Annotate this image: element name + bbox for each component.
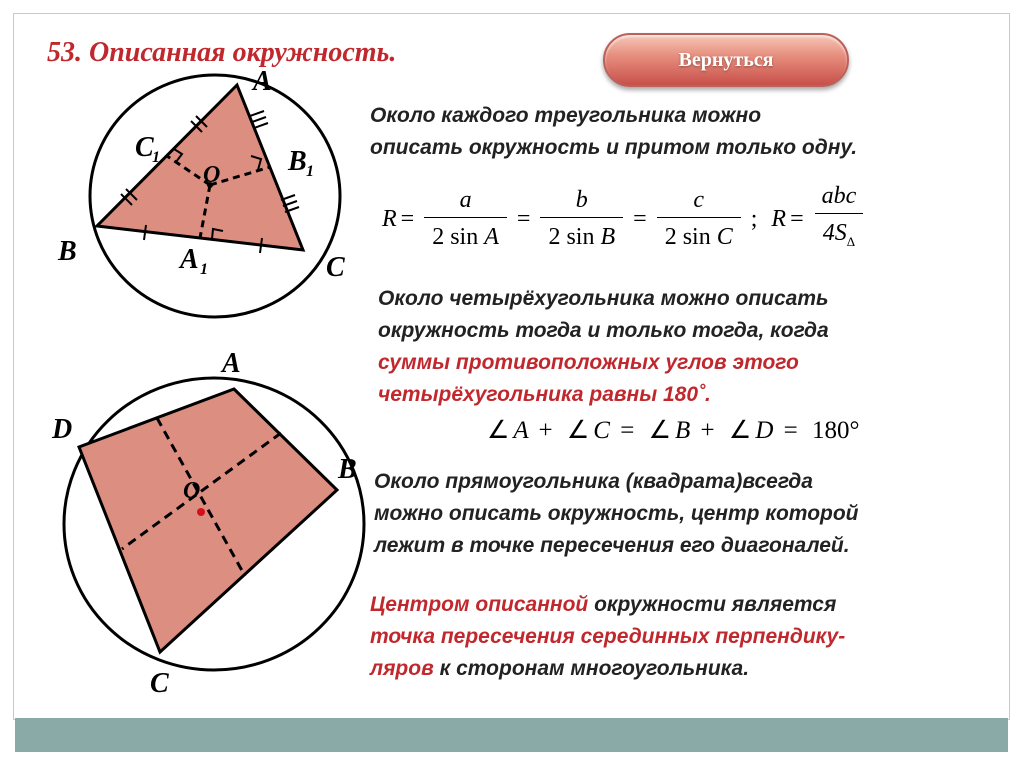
text2-line1: Около четырёхугольника можно описать: [378, 287, 829, 310]
text3-line2: можно описать окружность, центр которой: [374, 502, 859, 525]
formula-den-a: 2 sin A: [424, 217, 507, 253]
label-o-quad: O: [183, 478, 201, 504]
back-button[interactable]: Вернуться: [603, 33, 849, 87]
text4-line1-red: Центром описанной: [370, 593, 589, 616]
text3-line3: лежит в точке пересечения его диагоналей.: [374, 534, 850, 557]
radius-formula: [382, 178, 870, 260]
formula-num-b: b: [575, 187, 588, 213]
label-a1-sub: 1: [200, 261, 208, 278]
formula-den-b: 2 sin B: [540, 217, 623, 253]
label-b1-sub: 1: [306, 163, 314, 180]
label-a1: A: [180, 244, 199, 275]
text-block-4: [370, 589, 845, 685]
formula-eq1: =: [400, 205, 415, 232]
label-b1: B: [288, 146, 307, 177]
angle-equation: ∠ A + ∠ C = ∠ B + ∠ D = 180°: [487, 417, 860, 444]
text1-line1: Около каждого треугольника можно: [370, 104, 762, 127]
text2-line2: окружность тогда и только тогда, когда: [378, 319, 829, 342]
text4-line3-red: ляров: [370, 657, 434, 680]
text4-line3-rest: к сторонам многоугольника.: [433, 657, 750, 680]
formula-r2: R: [771, 205, 787, 232]
label-a-quad: A: [222, 348, 241, 379]
text-block-3: [374, 466, 859, 562]
label-c-triangle: C: [326, 252, 345, 283]
formula-num-c: c: [693, 187, 705, 213]
formula-frac-c: [657, 185, 741, 253]
formula-eq3: =: [633, 205, 647, 232]
text1-line2: описать окружность и притом только одну.: [370, 136, 858, 159]
text3-line1: Около прямоугольника (квадрата)всегда: [374, 470, 813, 493]
label-b-triangle: B: [58, 236, 77, 267]
formula-eq4: =: [790, 205, 804, 232]
label-c1: C: [135, 132, 154, 163]
formula-r1: R: [382, 205, 397, 232]
text2-line4: четырёхугольника равны 180˚.: [378, 383, 711, 406]
quadrilateral-figure: [51, 348, 364, 699]
label-a-triangle: A: [253, 66, 272, 97]
text4-line2-red: точка пересечения серединных перпендику-: [370, 625, 846, 648]
formula-frac-area: [814, 181, 865, 258]
formula-frac-b: [540, 185, 623, 253]
label-c1-sub: 1: [152, 149, 160, 166]
label-c-quad: C: [150, 668, 169, 699]
triangle-figure: [57, 66, 345, 317]
text-block-1: [370, 100, 857, 164]
label-o-triangle: O: [203, 162, 221, 188]
formula-num-a: a: [459, 187, 472, 213]
formula-den-area: $4S_\Delta$: [815, 213, 863, 258]
formula-den-c: 2 sin C: [657, 217, 741, 253]
text4-line1-rest: окружности является: [588, 593, 837, 616]
quadrilateral-abcd: [79, 389, 337, 652]
label-d-quad: D: [52, 414, 73, 445]
text2-line3: суммы противоположных углов этого: [378, 351, 799, 374]
formula-separator: ;: [750, 205, 758, 232]
label-b-quad: B: [338, 454, 357, 485]
page-title: 53. Описанная окружность.: [47, 37, 397, 68]
formula-frac-a: [424, 185, 507, 253]
formula-eq2: =: [516, 205, 531, 232]
text-block-2: [378, 283, 829, 411]
formula-num-abc: abc: [821, 182, 857, 209]
center-o-quad: [197, 508, 205, 516]
